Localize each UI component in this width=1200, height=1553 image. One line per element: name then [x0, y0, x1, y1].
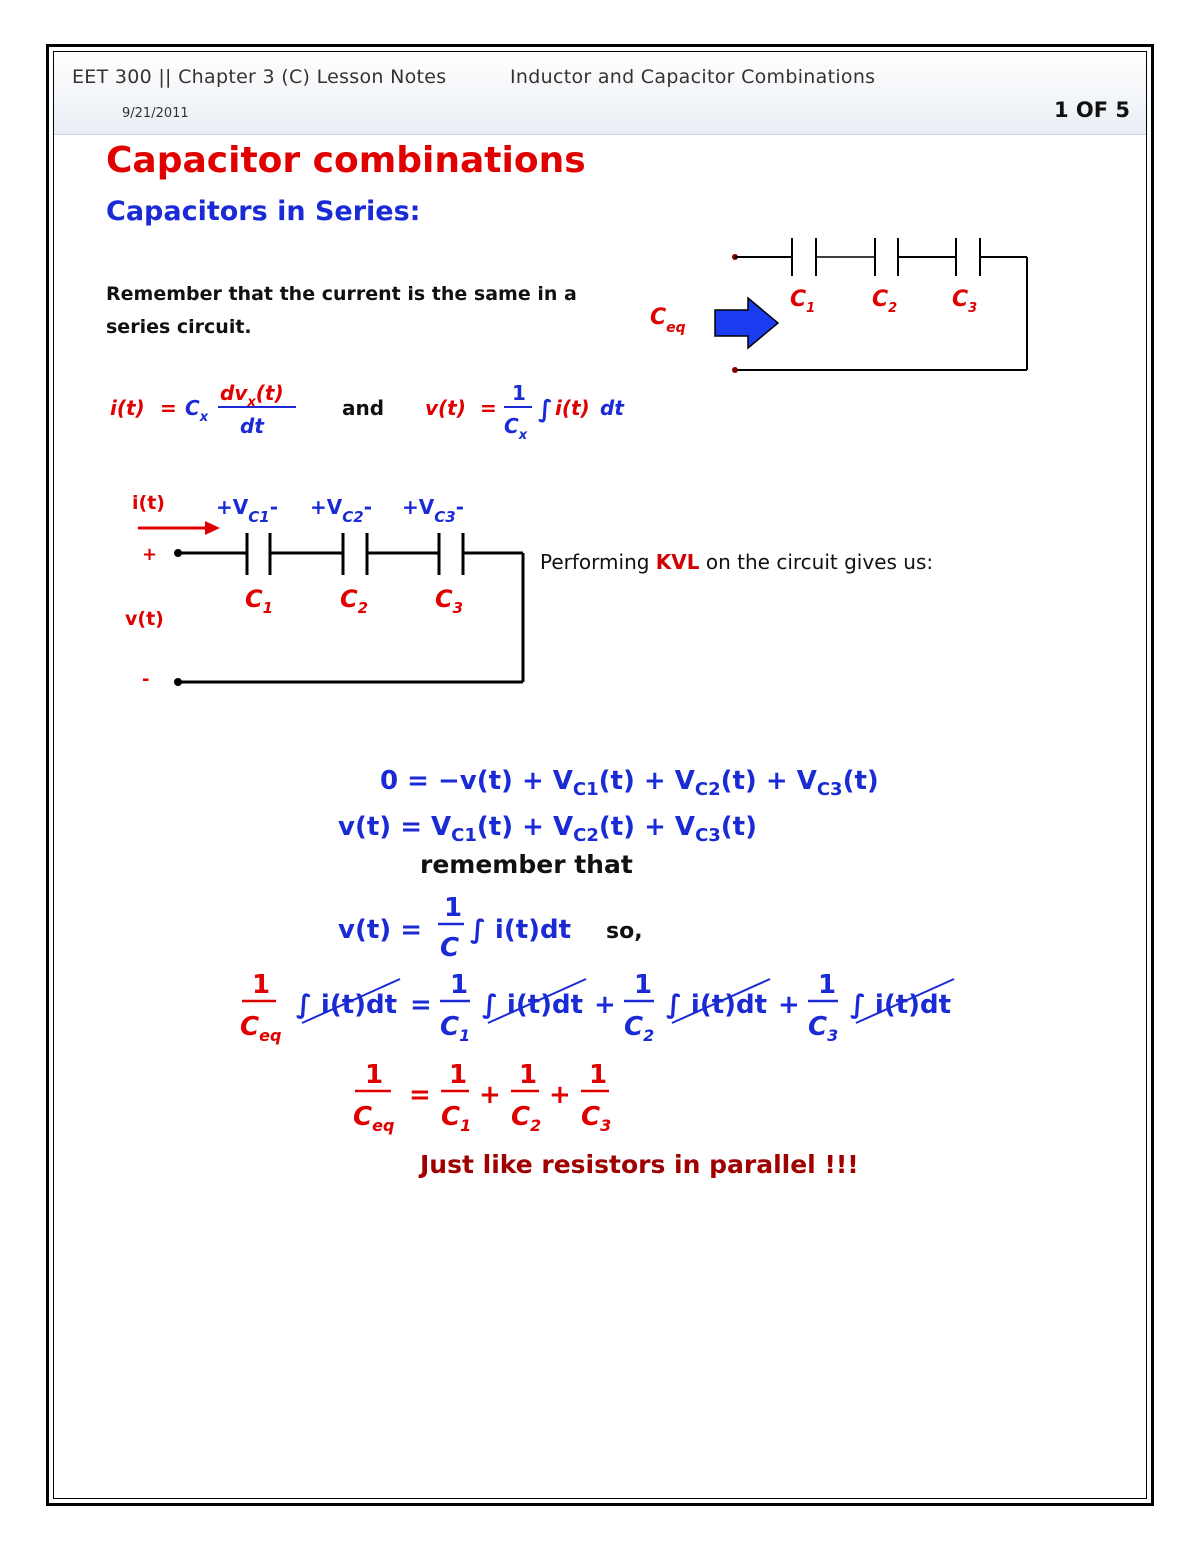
kvl-post: on the circuit gives us: [699, 550, 934, 574]
lhs-num: 1 [252, 970, 271, 1000]
kvl-equations [330, 755, 890, 845]
kvl-equation-1: $0 = -v(t) + V_{C1}(t) + V_{C2}(t) + V_{C3}(t)$ [380, 766, 879, 800]
ceq-num: 1 [365, 1060, 384, 1090]
formula-one: 1 [512, 381, 526, 405]
current-arrow-icon [205, 521, 220, 535]
integral-sum-equation [230, 965, 970, 1055]
capacitor-voltage-equation [330, 890, 690, 970]
t2-num: 1 [634, 970, 653, 1000]
f1-num: 1 [449, 1060, 468, 1090]
t1-den: $C_1$ [440, 1012, 471, 1045]
intro-line-2: series circuit. [106, 316, 252, 338]
vdef-den: C [440, 933, 460, 963]
page-number: 1 OF 5 [1053, 98, 1130, 122]
formula-i: i(t) [110, 396, 145, 420]
terminal-minus [174, 678, 182, 686]
t3-num: 1 [818, 970, 837, 1000]
voltage-label: v(t) [125, 608, 164, 630]
lhs-integral: ∫ i(t)dt [296, 990, 398, 1020]
section-heading: Capacitors in Series: [106, 196, 421, 227]
t2-den: $C_2$ [624, 1012, 655, 1045]
final-plus-1: + [479, 1080, 501, 1110]
intro-line-1: Remember that the current is the same in a [106, 283, 577, 305]
formula-eq-1: = [160, 396, 177, 420]
header-date: 9/21/2011 [122, 106, 189, 121]
vdrop-c1: $+V_{C1}-$ [216, 495, 279, 526]
final-plus-2: + [549, 1080, 571, 1110]
formula-it: i(t) [555, 396, 590, 420]
vdef-rhs: ∫ i(t)dt [470, 915, 572, 945]
cap-label-c3: $C_3$ [952, 287, 978, 316]
vdef-lhs: v(t) = [338, 915, 422, 945]
formula-cx: $C_x$ [185, 396, 209, 425]
t1-integral: ∫ i(t)dt [482, 990, 584, 1020]
t1-num: 1 [450, 970, 469, 1000]
header-subtitle: Inductor and Capacitor Combinations [510, 66, 876, 88]
kvl-equation-2: $v(t) = V_{C1}(t) + V_{C2}(t) + V_{C3}(t)$ [338, 812, 757, 845]
header-title: EET 300 || Chapter 3 (C) Lesson Notes [72, 66, 447, 88]
circuit-cap-c2: $C_2$ [340, 585, 369, 617]
final-equals: = [409, 1080, 431, 1110]
arrow-icon [715, 298, 778, 348]
current-label: i(t) [132, 492, 165, 514]
formula-int: ∫ [538, 395, 553, 423]
f3-den: $C_3$ [581, 1102, 612, 1135]
vdrop-c2: $+V_{C2}-$ [310, 495, 373, 526]
series-circuit-diagram [110, 485, 540, 695]
terminal-bottom [732, 367, 738, 373]
intro-paragraph [106, 278, 646, 344]
formula-dv: $dv_x(t)$ [220, 381, 284, 410]
kvl-word: KVL [655, 550, 700, 574]
conclusion-note: Just like resistors in parallel !!! [420, 1150, 859, 1179]
t3-integral: ∫ i(t)dt [850, 990, 952, 1020]
formula-cx-2: $C_x$ [504, 414, 528, 443]
circuit-cap-c1: $C_1$ [245, 585, 274, 617]
and-word: and [342, 396, 385, 420]
t3-den: $C_3$ [808, 1012, 839, 1045]
formula-dt: dt [240, 414, 264, 438]
vdrop-c3: $+V_{C3}-$ [402, 495, 465, 526]
cap-label-c2: $C_2$ [872, 287, 898, 316]
minus-terminal-label: - [142, 669, 150, 690]
page-header [54, 52, 1146, 135]
remember-that: remember that [420, 850, 633, 879]
formula-dt-2: dt [600, 396, 624, 420]
ceq-den: $C_{eq}$ [353, 1102, 395, 1135]
circuit-cap-c3: $C_3$ [435, 585, 464, 617]
f1-den: $C_1$ [441, 1102, 472, 1135]
kvl-pre: Performing [540, 550, 656, 574]
so-word: so, [606, 919, 643, 944]
t2-integral: ∫ i(t)dt [666, 990, 768, 1020]
f3-num: 1 [589, 1060, 608, 1090]
definition-formulas [100, 375, 660, 455]
plus-1: + [594, 990, 616, 1020]
series-capacitance-formula [345, 1055, 635, 1145]
formula-v: v(t) [425, 396, 466, 420]
page-title: Capacitor combinations [106, 140, 586, 181]
ceq-label: $C_{eq}$ [650, 305, 686, 336]
equivalent-capacitance-diagram [640, 220, 1040, 380]
formula-eq-2: = [480, 396, 497, 420]
equals-sign: = [410, 990, 432, 1020]
cap-label-c1: $C_1$ [790, 287, 816, 316]
f2-den: $C_2$ [511, 1102, 542, 1135]
vdef-num: 1 [444, 893, 463, 923]
plus-terminal-label: + [142, 544, 158, 565]
kvl-sentence [540, 550, 933, 574]
plus-2: + [778, 990, 800, 1020]
f2-num: 1 [519, 1060, 538, 1090]
lhs-den: $C_{eq}$ [240, 1012, 282, 1045]
